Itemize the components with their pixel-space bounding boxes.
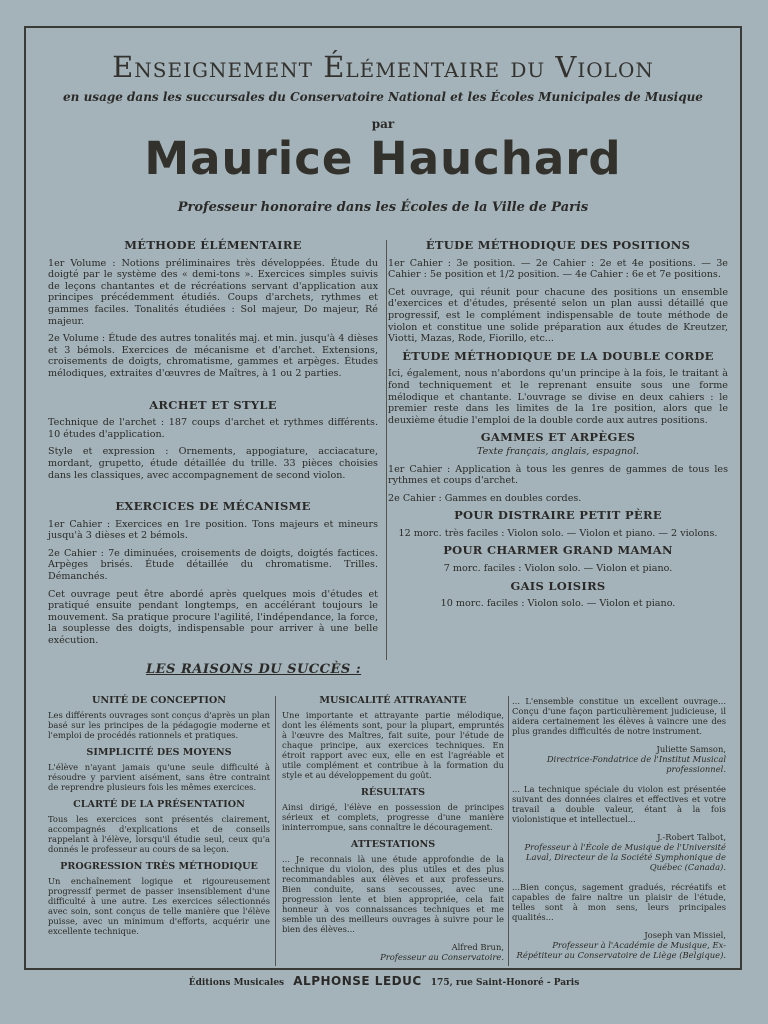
- raisons-column-2: [282, 696, 504, 972]
- exercices-cahier-2: 2e Cahier : 7e diminuées, croisements de doigts, doigtés factices. Arpèges brisés. Étude détaillée du chromatisme. Trilles. Démanchés.: [48, 547, 378, 583]
- footer-editions: Éditions Musicales: [188, 978, 285, 988]
- attestation-samson-name: Juliette Samson,: [656, 744, 726, 754]
- distraire-heading: POUR DISTRAIRE PETIT PÈRE: [454, 508, 662, 523]
- exercices-cahier-1: 1er Cahier : Exercices en 1re position. Tons majeurs et mineurs jusqu'à 3 dièses et 2 bémols.: [48, 518, 378, 542]
- attestation-talbot-role: Professeur à l'École de Musique de l'Université Laval, Directeur de la Société Symphonique de Québec (Canada).: [524, 842, 726, 872]
- author-title: Professeur honoraire dans les Écoles de la Ville de Paris: [177, 200, 589, 215]
- attestation-samson-text: ... L'ensemble constitue un excellent ouvrage... Conçu d'une façon particulièrement judicieuse, il aidera certainement les élèves à vaincre une des plus grandes difficultés de notre instrument.: [512, 696, 726, 736]
- raisons-divider-2: [508, 696, 509, 966]
- progression-heading: PROGRESSION TRÈS MÉTHODIQUE: [60, 861, 258, 872]
- charmer-line: 7 morc. faciles : Violon solo. — Violon et piano.: [443, 563, 673, 575]
- publisher-footer: [0, 974, 768, 988]
- musicalite-text: Une importante et attrayante partie mélodique, dont les éléments sont, pour la plupart, empruntés à l'œuvre des Maîtres, fait suite, pour l'étude de chaque principe, aux exercices techniques. En étroit rapport avec eux, elle en est l'agréable et utile complément et contribue à la formation du style et au développement du goût.: [282, 710, 504, 780]
- raisons-divider-1: [275, 696, 276, 966]
- page-title: Enseignement Élémentaire du Violon: [112, 50, 654, 84]
- attestation-samson-role: Directrice-Fondatrice de l'Institut Musical professionnel.: [546, 754, 726, 774]
- attestations-heading: ATTESTATIONS: [350, 839, 436, 850]
- gammes-cahier-2: 2e Cahier : Gammes en doubles cordes.: [388, 492, 582, 504]
- gammes-languages: Texte français, anglais, espagnol.: [476, 445, 640, 457]
- archet-heading: ARCHET ET STYLE: [149, 397, 277, 412]
- attestation-missiel-role: Professeur à l'Académie de Musique, Ex-Répétiteur au Conservatoire de Liège (Belgique).: [516, 940, 726, 960]
- unite-heading: UNITÉ DE CONCEPTION: [91, 695, 227, 706]
- attestation-missiel-signature: [512, 930, 726, 960]
- page-subtitle: en usage dans les succursales du Conservatoire National et les Écoles Municipales de Musique: [63, 90, 703, 104]
- footer-publisher: ALPHONSE LEDUC: [293, 974, 422, 988]
- attestation-brun-signature: [282, 942, 504, 962]
- attestation-missiel-name: Joseph van Missiel,: [644, 930, 726, 940]
- raisons-column-3: [512, 696, 726, 970]
- author-name: Maurice Hauchard: [144, 132, 622, 185]
- positions-description: Cet ouvrage, qui réunit pour chacune des positions un ensemble d'exercices et d'études, présenté selon un plan aussi détaillé que progressif, est le complément indispensable de toute méthode de violon et constitue une solide préparation aux études de Kreutzer, Viotti, Mazas, Rode, Fiorillo, etc...: [388, 286, 728, 345]
- positions-heading: ÉTUDE MÉTHODIQUE DES POSITIONS: [425, 238, 691, 252]
- document-frame: [24, 26, 742, 970]
- exercices-note: Cet ouvrage peut être abordé après quelques mois d'études et pratiqué ensuite pendant longtemps, en accélérant toujours le mouvement. Sa pratique procure l'agilité, l'indépendance, la force, la souplesse des doigts, indispensable pour arriver à une belle exécution.: [48, 588, 378, 647]
- attestation-brun-text: ... Je reconnais là une étude approfondie de la technique du violon, des plus utiles et des plus recommandables aux élèves et aux professeurs. Bien conduite, sans secousses, avec une progression lente et bien appropriée, cela fait honneur à vos connaissances techniques et me semble un des meilleurs ouvrages à suivre pour le bien des élèves...: [282, 854, 504, 934]
- simplicite-heading: SIMPLICITÉ DES MOYENS: [86, 747, 232, 758]
- simplicite-text: L'élève n'ayant jamais qu'une seule difficulté à résoudre y parvient aisément, sans être contraint de reprendre plusieurs fois les mêmes exercices.: [48, 762, 270, 792]
- attestation-brun-name: Alfred Brun,: [451, 942, 504, 952]
- methode-heading: MÉTHODE ÉLÉMENTAIRE: [124, 238, 302, 252]
- attestation-samson-signature: [512, 744, 726, 774]
- column-divider: [386, 240, 387, 660]
- methode-volume-1: 1er Volume : Notions préliminaires très développées. Étude du doigté par le système des « demi-tons ». Exercices simples suivis de leçons chantantes et de récréations servant d'application aux principes précédemment étudiés. Coups d'archets, rythmes et gammes faciles. Tonalités étudiées : Sol majeur, Do majeur, Ré majeur.: [48, 257, 378, 327]
- attestation-talbot-name: J.-Robert Talbot,: [657, 832, 726, 842]
- resultats-heading: RÉSULTATS: [360, 787, 426, 798]
- raisons-column-1: [48, 696, 270, 944]
- raisons-heading: LES RAISONS DU SUCCÈS :: [146, 662, 362, 677]
- left-column: [48, 240, 378, 653]
- charmer-heading: POUR CHARMER GRAND MAMAN: [443, 543, 673, 558]
- distraire-line: 12 morc. très faciles : Violon solo. — Violon et piano. — 2 violons.: [398, 527, 718, 539]
- double-corde-heading: ÉTUDE MÉTHODIQUE DE LA DOUBLE CORDE: [402, 348, 714, 363]
- gais-loisirs-line: 10 morc. faciles : Violon solo. — Violon et piano.: [440, 598, 676, 610]
- double-corde-description: Ici, également, nous n'abordons qu'un principe à la fois, le traitant à fond techniquement et le reprenant ensuite sous une forme mélodique et chantante. L'ouvrage se divise en deux cahiers : le premier reste dans les limites de la 1re position, alors que le deuxième étudie l'emploi de la double corde aux autres positions.: [388, 368, 728, 426]
- clarte-text: Tous les exercices sont présentés clairement, accompagnés d'explications et de conseils rappelant à l'élève, lorsqu'il étudie seul, ceux qu'a donnés le professeur au cours de sa leçon.: [48, 814, 270, 854]
- methode-volume-2: 2e Volume : Étude des autres tonalités maj. et min. jusqu'à 4 dièses et 3 bémols. Exercices de mécanisme et d'archet. Extensions, croisements de doigts, chromatisme, gammes et arpèges. Études mélodiques, extraites d'œuvres de Maîtres, à 1 ou 2 parties.: [48, 333, 378, 379]
- gammes-heading: GAMMES ET ARPÈGES: [480, 430, 636, 445]
- by-line: par: [371, 117, 395, 131]
- archet-style: Style et expression : Ornements, appogiature, acciacature, mordant, grupetto, étude détaillée du trille. 33 pièces choisies dans les classiques, avec accompagnement de second violon.: [48, 446, 378, 481]
- resultats-text: Ainsi dirigé, l'élève en possession de principes sérieux et complets, progresse d'une manière ininterrompue, sans connaître le découragement.: [282, 802, 504, 832]
- footer-address: 175, rue Saint-Honoré - Paris: [430, 978, 580, 988]
- unite-text: Les différents ouvrages sont conçus d'après un plan basé sur les principes de la pédagogie moderne et l'emploi de procédés rationnels et pratiques.: [48, 710, 270, 740]
- gammes-cahier-1: 1er Cahier : Application à tous les genres de gammes de tous les rythmes et coups d'archet.: [388, 463, 728, 487]
- attestation-missiel-text: ...Bien conçus, sagement gradués, récréatifs et capables de faire naître un plaisir de l'étude, telles sont à mon sens, leurs principales qualités...: [512, 882, 726, 922]
- attestation-talbot-text: ... La technique spéciale du violon est présentée suivant des données claires et effectives et votre travail a double valeur, étant à la fois violonistique et intellectuel...: [512, 784, 726, 824]
- clarte-heading: CLARTÉ DE LA PRÉSENTATION: [73, 799, 245, 810]
- gais-loisirs-heading: GAIS LOISIRS: [510, 578, 606, 593]
- attestation-talbot-signature: [512, 832, 726, 872]
- exercices-heading: EXERCICES DE MÉCANISME: [115, 499, 311, 514]
- right-column: [388, 240, 728, 616]
- archet-technique: Technique de l'archet : 187 coups d'archet et rythmes différents. 10 études d'application.: [48, 417, 378, 440]
- positions-cahiers: 1er Cahier : 3e position. — 2e Cahier : 2e et 4e positions. — 3e Cahier : 5e position et 1/2 position. — 4e Cahier : 6e et 7e positions.: [388, 257, 728, 281]
- progression-text: Un enchaînement logique et rigoureusement progressif permet de passer insensiblement d'une difficulté à une autre. Les exercices sélectionnés avec soin, sont conçus de telle manière que l'élève puisse, avec un minimum d'efforts, acquérir une excellente technique.: [48, 876, 270, 936]
- musicalite-heading: MUSICALITÉ ATTRAYANTE: [319, 695, 467, 706]
- attestation-brun-role: Professeur au Conservatoire.: [380, 952, 504, 962]
